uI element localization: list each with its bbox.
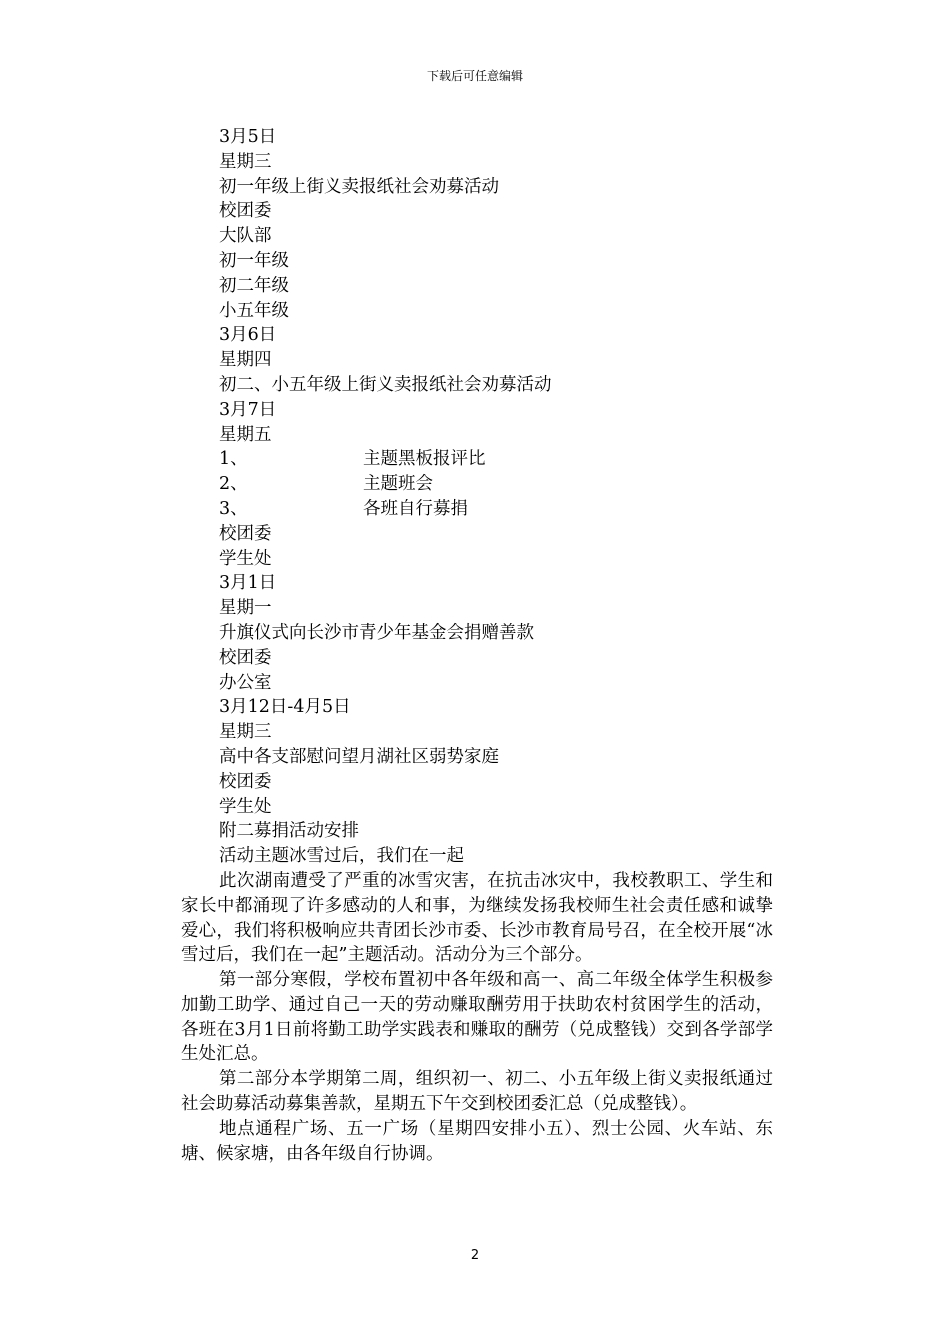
text-line: 星期三 [219,151,272,172]
item-number: 3、 [219,498,248,519]
body-paragraph: 此次湖南遭受了严重的冰雪灾害，在抗击冰灾中，我校教职工、学生和家长中都涌现了许多感动的人和事，为继续发扬我校师生社会责任感和诚挚爱心，我们将积极响应共青团长沙市委、长沙市教育局号召，在全校开展“冰雪过后，我们在一起”主题活动。活动分为三个部分。 [181,870,773,966]
text-line: 3月12日-4月5日 [219,697,351,718]
text-line: 办公室 [219,672,272,693]
activity-theme: 活动主题冰雪过后，我们在一起 [219,846,464,867]
document-body [181,125,773,1166]
text-line: 3月7日 [219,399,277,420]
item-text: 主题黑板报评比 [363,449,486,470]
text-line: 升旗仪式向长沙市青少年基金会捐赠善款 [219,622,534,643]
item-text: 各班自行募捐 [363,498,468,519]
text-line: 初二年级 [219,275,289,296]
numbered-item [181,497,773,522]
text-line: 星期一 [219,598,272,619]
text-line: 星期三 [219,722,272,743]
numbered-item [181,472,773,497]
section-heading: 附二募捐活动安排 [219,821,359,842]
item-number: 1、 [219,449,248,470]
text-line: 校团委 [219,523,272,544]
text-line: 初一年级 [219,250,289,271]
text-line: 星期四 [219,350,272,371]
page-number: 2 [470,1248,480,1263]
text-line: 学生处 [219,796,272,817]
text-line: 3月1日 [219,573,277,594]
body-paragraph: 第二部分本学期第二周，组织初一、初二、小五年级上街义卖报纸通过社会助募活动募集善款，星期五下午交到校团委汇总（兑成整钱）。 [181,1069,773,1115]
body-paragraph: 第一部分寒假，学校布置初中各年级和高一、高二年级全体学生积极参加勤工助学、通过自己一天的劳动赚取酬劳用于扶助农村贫困学生的活动，各班在3月1日前将勤工助学实践表和赚取的酬劳（兑成整钱）交到各学部学生处汇总。 [181,970,773,1065]
text-line: 校团委 [219,201,272,222]
numbered-item [181,447,773,472]
body-paragraph: 地点通程广场、五一广场（星期四安排小五）、烈士公园、火车站、东塘、候家塘，由各年级自行协调。 [181,1118,773,1164]
text-line: 3月5日 [219,127,277,147]
page-header-note: 下载后可任意编辑 [426,69,523,83]
text-line: 初一年级上街义卖报纸社会劝募活动 [219,176,499,197]
text-line: 小五年级 [219,300,289,321]
text-line: 3月6日 [219,325,277,346]
text-line: 校团委 [219,771,272,792]
text-line: 初二、小五年级上街义卖报纸社会劝募活动 [219,374,552,395]
item-number: 2、 [219,474,248,495]
item-text: 主题班会 [363,474,433,495]
text-line: 学生处 [219,548,272,569]
text-line: 星期五 [219,424,272,445]
text-line: 校团委 [219,647,272,668]
text-line: 高中各支部慰问望月湖社区弱势家庭 [219,746,499,767]
text-line: 大队部 [219,226,272,247]
